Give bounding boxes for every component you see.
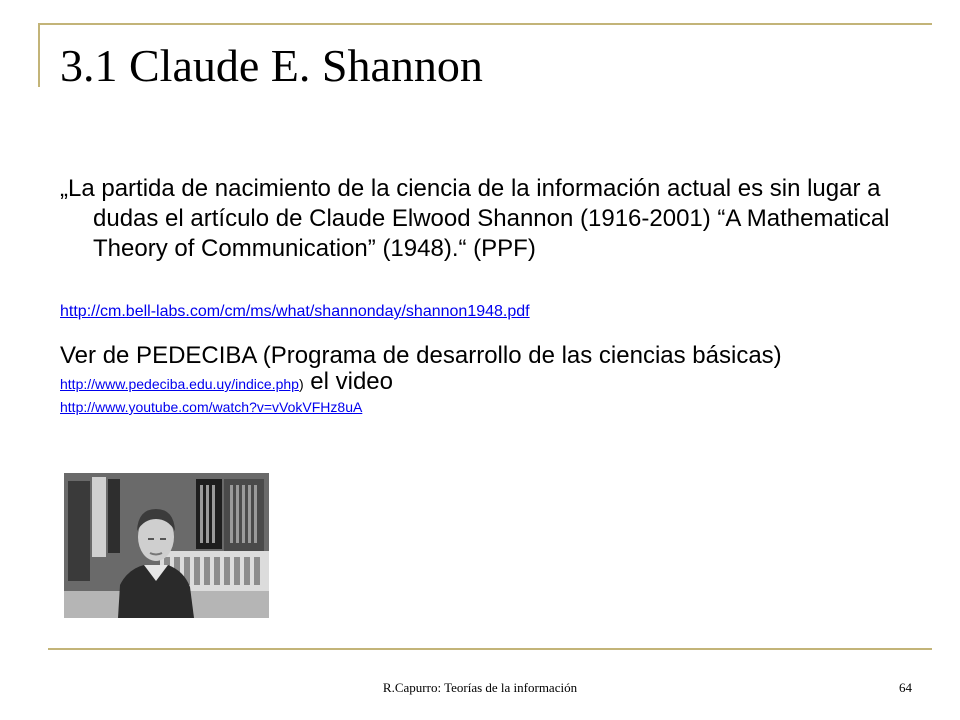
bottom-rule [48,648,932,650]
youtube-link[interactable]: http://www.youtube.com/watch?v=vVokVFHz8uA [60,399,363,415]
pedeciba-link-line [60,368,953,395]
youtube-link-line [60,395,953,417]
shannon-photo [64,473,269,618]
slide-title: 3.1 Claude E. Shannon [60,40,483,91]
top-rule [38,23,932,25]
pedeciba-paragraph [60,341,953,417]
left-rule [38,23,40,87]
page-number: 64 [899,680,912,695]
pedeciba-text: Ver de PEDECIBA (Programa de desarrollo de las ciencias básicas) [60,342,782,369]
pedeciba-link[interactable]: http://www.pedeciba.edu.uy/indice.php [60,376,299,392]
footer-text: R.Capurro: Teorías de la información [382,680,578,695]
shannon-photo-image [64,473,269,618]
video-text: el video [303,368,393,395]
shannon-paper-link[interactable]: http://cm.bell-labs.com/cm/ms/what/shannonday/shannon1948.pdf [60,303,530,320]
shannon-quote: „La partida de nacimiento de la ciencia de la información actual es sin lugar a dudas el artículo de Claude Elwood Shannon (1916-2001) “A Mathematical Theory of Communication” (1948).“ (PPF) [60,175,890,262]
pedeciba-paren-close: ) [298,376,304,392]
